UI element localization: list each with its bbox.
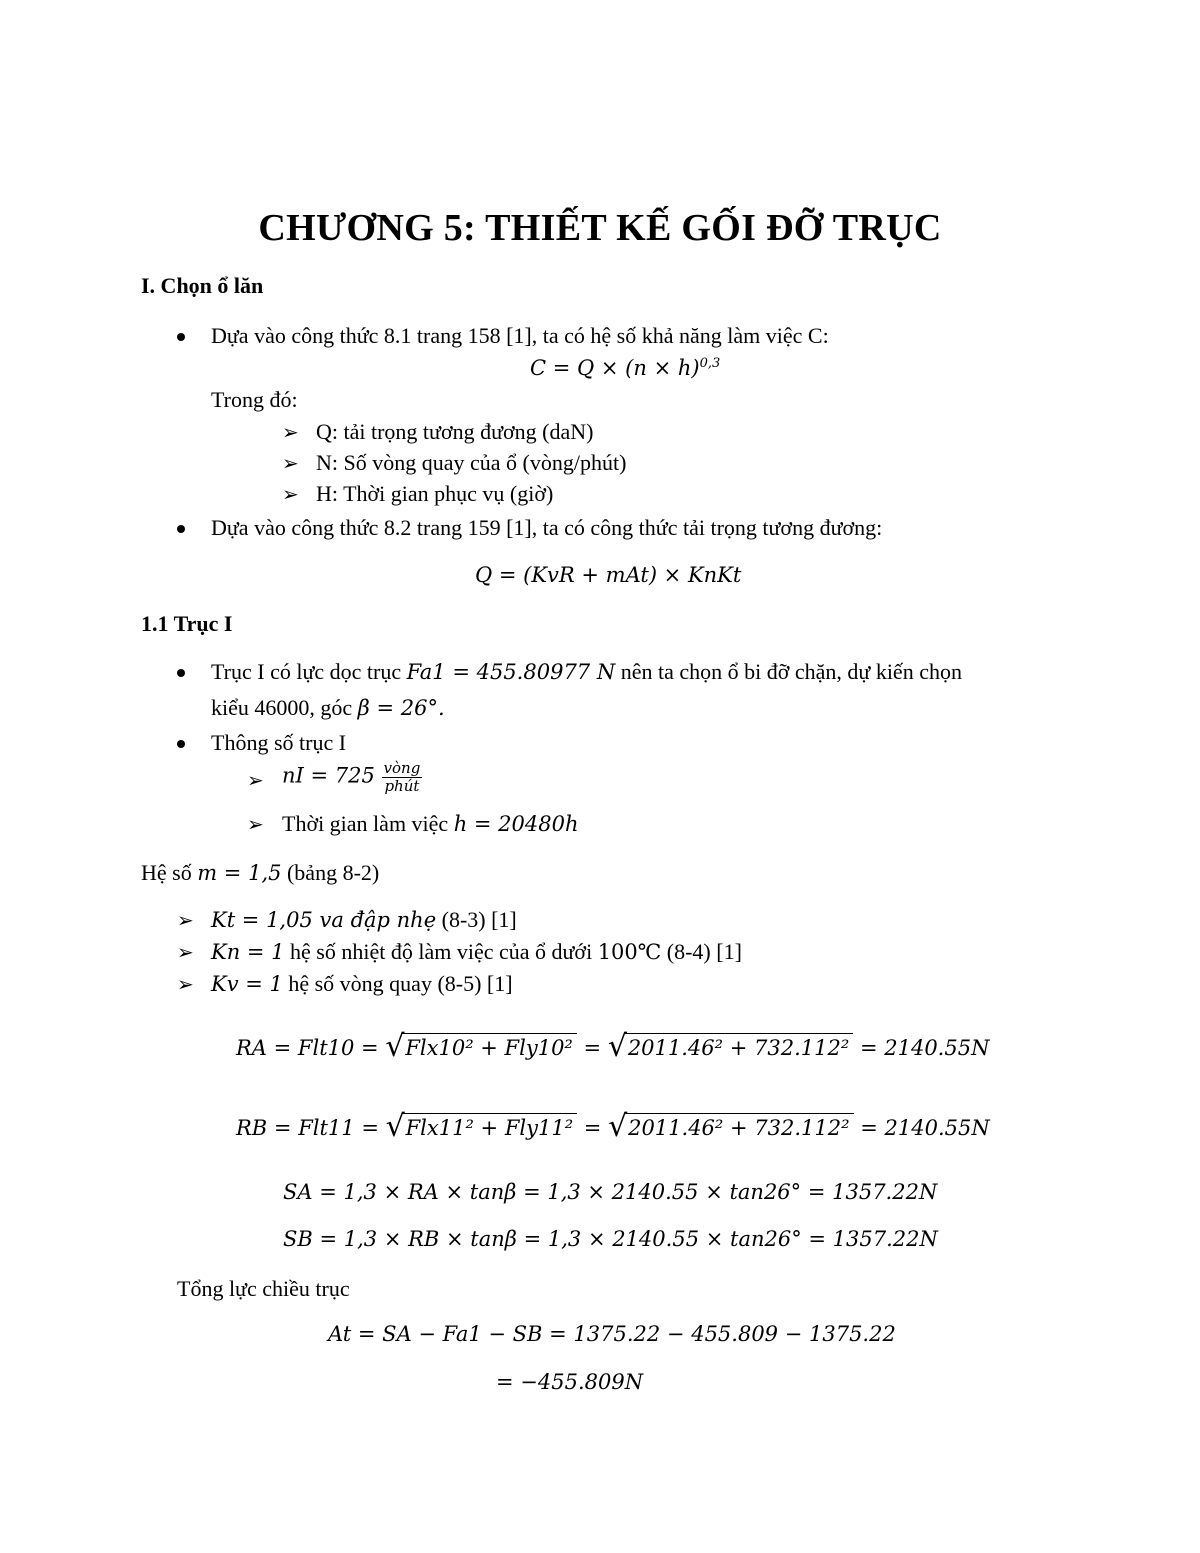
section-heading-shaft-1: 1.1 Trục I [141,611,233,636]
equation-at-result: = −455.809N [496,1370,644,1394]
arrow-bullet-icon: ➢ [247,768,264,792]
where-label: Trong đó: [211,387,298,412]
equation-sa: SA = 1,3 × RA × tanβ = 1,3 × 2140.55 × tan26° = 1357.22N [283,1180,938,1204]
bullet-icon [177,333,185,341]
working-time: Thời gian làm việc h = 20480h [282,811,579,836]
total-axial-force-label: Tổng lực chiều trục [177,1276,350,1301]
coefficient-kt: Kt = 1,05 va đập nhẹ (8-3) [1] [211,907,517,932]
equation-ra: RA = Flt10 = √ Flx10² + Fly10² = √ 2011.46² + 732.112² = 2140.55N [236,1029,990,1064]
equation-c: $C = Q \times (n \times h)^{0,3}$ [530,356,721,380]
definition-q: Q: tải trọng tương đương (daN) [316,419,594,444]
bullet-icon [177,525,185,533]
coefficient-m: Hệ số m = 1,5 (bảng 8-2) [141,860,380,885]
chapter-title: CHƯƠNG 5: THIẾT KẾ GỐI ĐỠ TRỤC [258,207,942,249]
bullet-text-formula-82: Dựa vào công thức 8.2 trang 159 [1], ta có công thức tải trọng tương đương: [211,515,883,540]
coefficient-kv: Kv = 1 hệ số vòng quay (8-5) [1] [211,971,513,996]
speed-ni: nI = 725 $\frac{\text{vòng}}{\text{phút}}$ [282,759,421,795]
angle-beta: β = 26°. [357,696,445,720]
equation-at: At = SA − Fa1 − SB = 1375.22 − 455.809 − 1375.22 [328,1322,896,1346]
equation-sb: SB = 1,3 × RB × tanβ = 1,3 × 2140.55 × tan26° = 1357.22N [283,1227,938,1251]
arrow-bullet-icon: ➢ [282,451,299,475]
axial-force-value: Fa1 = 455.80977 N [406,660,616,684]
equation-q: Q = (KvR + mAt) × KnKt [475,563,742,587]
bullet-text-axial-force: Trục I có lực dọc trục Fa1 = 455.80977 N nên ta chọn ổ bi đỡ chặn, dự kiến chọn [211,659,962,684]
arrow-bullet-icon: ➢ [282,482,299,506]
definition-h: H: Thời gian phục vụ (giờ) [316,481,554,506]
arrow-bullet-icon: ➢ [177,908,194,932]
bullet-icon [177,740,185,748]
equation-rb: RB = Flt11 = √ Flx11² + Fly11² = √ 2011.46² + 732.112² = 2140.55N [236,1109,990,1144]
arrow-bullet-icon: ➢ [282,420,299,444]
definition-n: N: Số vòng quay của ổ (vòng/phút) [316,450,627,475]
bullet-text-type: kiểu 46000, góc β = 26°. [211,695,445,720]
arrow-bullet-icon: ➢ [247,812,264,836]
bullet-text-shaft-params: Thông số trục I [211,730,347,755]
bullet-text-formula-81: Dựa vào công thức 8.1 trang 158 [1], ta có hệ số khả năng làm việc C: [211,323,829,348]
arrow-bullet-icon: ➢ [177,940,194,964]
coefficient-kn: Kn = 1 hệ số nhiệt độ làm việc của ổ dưới 100℃ (8-4) [1] [211,939,742,964]
bullet-icon [177,669,185,677]
section-heading-bearing: I. Chọn ổ lăn [141,273,264,298]
arrow-bullet-icon: ➢ [177,972,194,996]
